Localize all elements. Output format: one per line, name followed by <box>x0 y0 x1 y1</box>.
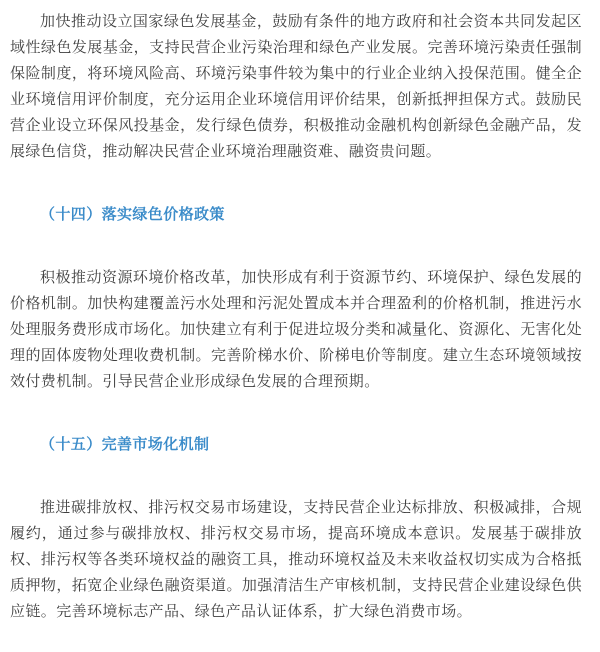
paragraph-market-mechanism: 推进碳排放权、排污权交易市场建设，支持民营企业达标排放、积极减排，合规履约，通过参与碳排放权、排污权交易市场，提高环境成本意识。发展基于碳排放权、排污权等各类环境权益的融资工具，推动环境权益及未来收益权切实成为合格抵质押物，拓宽企业绿色融资渠道。加强清洁生产审核机制，支持民营企业建设绿色供应链。完善环境标志产品、绿色产品认证体系，扩大绿色消费市场。 <box>10 498 582 620</box>
paragraph-green-pricing: 积极推动资源环境价格改革，加快形成有利于资源节约、环境保护、绿色发展的价格机制。加快构建覆盖污水处理和污泥处置成本并合理盈利的价格机制，推进污水处理服务费形成市场化。加快建立有利于促进垃圾分类和减量化、资源化、无害化处理的固体废物处理收费机制。完善阶梯水价、阶梯电价等制度。建立生态环境领域按效付费机制。引导民营企业形成绿色发展的合理预期。 <box>10 268 582 390</box>
section-heading-14: （十四）落实绿色价格政策 <box>40 205 225 223</box>
paragraph-green-fund: 加快推动设立国家绿色发展基金，鼓励有条件的地方政府和社会资本共同发起区域性绿色发展基金，支持民营企业污染治理和绿色产业发展。完善环境污染责任强制保险制度，将环境风险高、环境污染事件较为集中的行业企业纳入投保范围。健全企业环境信用评价制度，充分运用企业环境信用评价结果，创新抵押担保方式。鼓励民营企业设立环保风投基金，发行绿色债券，积极推动金融机构创新绿色金融产品，发展绿色信贷，推动解决民营企业环境治理融资难、融资贵问题。 <box>10 12 582 160</box>
section-heading-15: （十五）完善市场化机制 <box>40 435 210 453</box>
